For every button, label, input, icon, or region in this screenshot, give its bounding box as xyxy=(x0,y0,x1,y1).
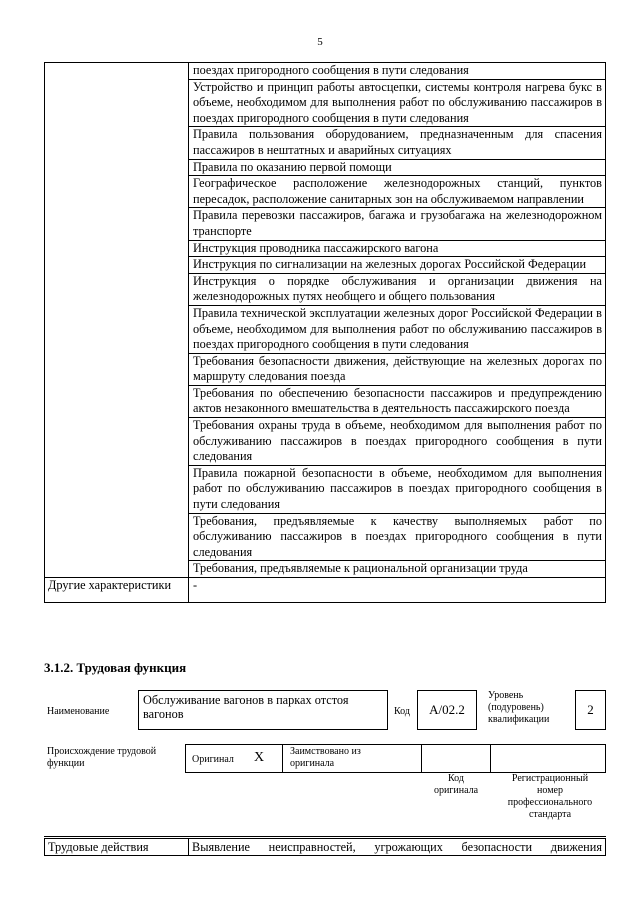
name-label: Наименование xyxy=(47,706,110,717)
requirement-text: Требования по обеспечению безопасности пассажиров и предупреждению актов незаконного вмешательства в деятельность пассажирского поезда xyxy=(189,385,606,417)
requirement-text: Инструкция по сигнализации на железных дорогах Российской Федерации xyxy=(189,257,606,274)
original-label: Оригинал xyxy=(192,754,234,765)
requirement-text: Инструкция о порядке обслуживания и организации движения на железнодорожных путях необщего и общего пользования xyxy=(189,273,606,305)
level-box xyxy=(575,690,606,730)
original-code-caption: Код оригинала xyxy=(433,773,479,796)
requirement-text: Требования охраны труда в объеме, необходимом для выполнения работ по обслуживанию пассажиров в поездах пригородного сообщения в пути следования xyxy=(189,418,606,466)
reg-number-caption: Регистрационный номер профессионального стандарта xyxy=(507,773,593,820)
requirement-text: Требования, предъявляемые к качеству выполняемых работ по обслуживанию пассажиров в поездах пригородного сообщения в пути следования xyxy=(189,513,606,561)
section-heading: 3.1.2. Трудовая функция xyxy=(44,660,187,675)
requirement-text: Требования, предъявляемые к рациональной организации труда xyxy=(189,561,606,578)
level-label: Уровень (подуровень) квалификации xyxy=(488,690,550,725)
name-value: Обслуживание вагонов в парках отстоя вагонов xyxy=(143,693,349,721)
original-cell xyxy=(185,744,283,773)
borrowed-label: Заимствовано из оригинала xyxy=(290,746,361,769)
code-box xyxy=(417,690,477,730)
requirement-row xyxy=(45,63,606,80)
requirement-text: Устройство и принцип работы автосцепки, системы контроля нагрева букс в объеме, необходимом для выполнения работ по обслуживанию пассажиров в поездах пригородного сообщения в пути следования xyxy=(189,79,606,127)
requirement-text: поездах пригородного сообщения в пути следования xyxy=(189,63,606,80)
original-code-cell xyxy=(421,744,491,773)
requirements-table xyxy=(44,62,606,603)
code-label: Код xyxy=(394,706,410,717)
requirement-text: Инструкция проводника пассажирского вагона xyxy=(189,240,606,257)
origin-label: Происхождение трудовой функции xyxy=(47,746,157,769)
other-characteristics-label: Другие характеристики xyxy=(45,578,189,603)
requirement-text: Правила пожарной безопасности в объеме, необходимом для выполнения работ по обслуживанию пассажиров в поездах пригородного сообщения в пути следования xyxy=(189,465,606,513)
level-value: 2 xyxy=(587,702,594,717)
other-characteristics-row xyxy=(45,578,606,603)
other-characteristics-value: - xyxy=(189,578,606,603)
actions-label: Трудовые действия xyxy=(45,838,189,856)
actions-table xyxy=(44,836,606,856)
requirements-label-cell xyxy=(45,63,189,578)
requirement-text: Правила по оказанию первой помощи xyxy=(189,159,606,176)
requirement-text: Географическое расположение железнодорожных станций, пунктов пересадок, расположение санитарных зон на обслуживаемом направлении xyxy=(189,176,606,208)
requirement-text: Правила пользования оборудованием, предназначенным для спасения пассажиров в нештатных и аварийных ситуациях xyxy=(189,127,606,159)
page-number: 5 xyxy=(317,36,323,48)
requirement-text: Требования безопасности движения, действующие на железных дорогах по маршруту следования поезда xyxy=(189,353,606,385)
actions-first-value: Выявление неисправностей, угрожающих безопасности движения xyxy=(189,838,606,856)
code-value: А/02.2 xyxy=(429,702,465,717)
reg-number-cell xyxy=(490,744,606,773)
name-box xyxy=(138,690,388,730)
original-mark: X xyxy=(254,750,265,765)
requirement-text: Правила перевозки пассажиров, багажа и грузобагажа на железнодорожном транспорте xyxy=(189,208,606,240)
requirement-text: Правила технической эксплуатации железных дорог Российской Федерации в объеме, необходимом для выполнения работ по обслуживанию пассажиров в поездах пригородного сообщения в пути следования xyxy=(189,305,606,353)
